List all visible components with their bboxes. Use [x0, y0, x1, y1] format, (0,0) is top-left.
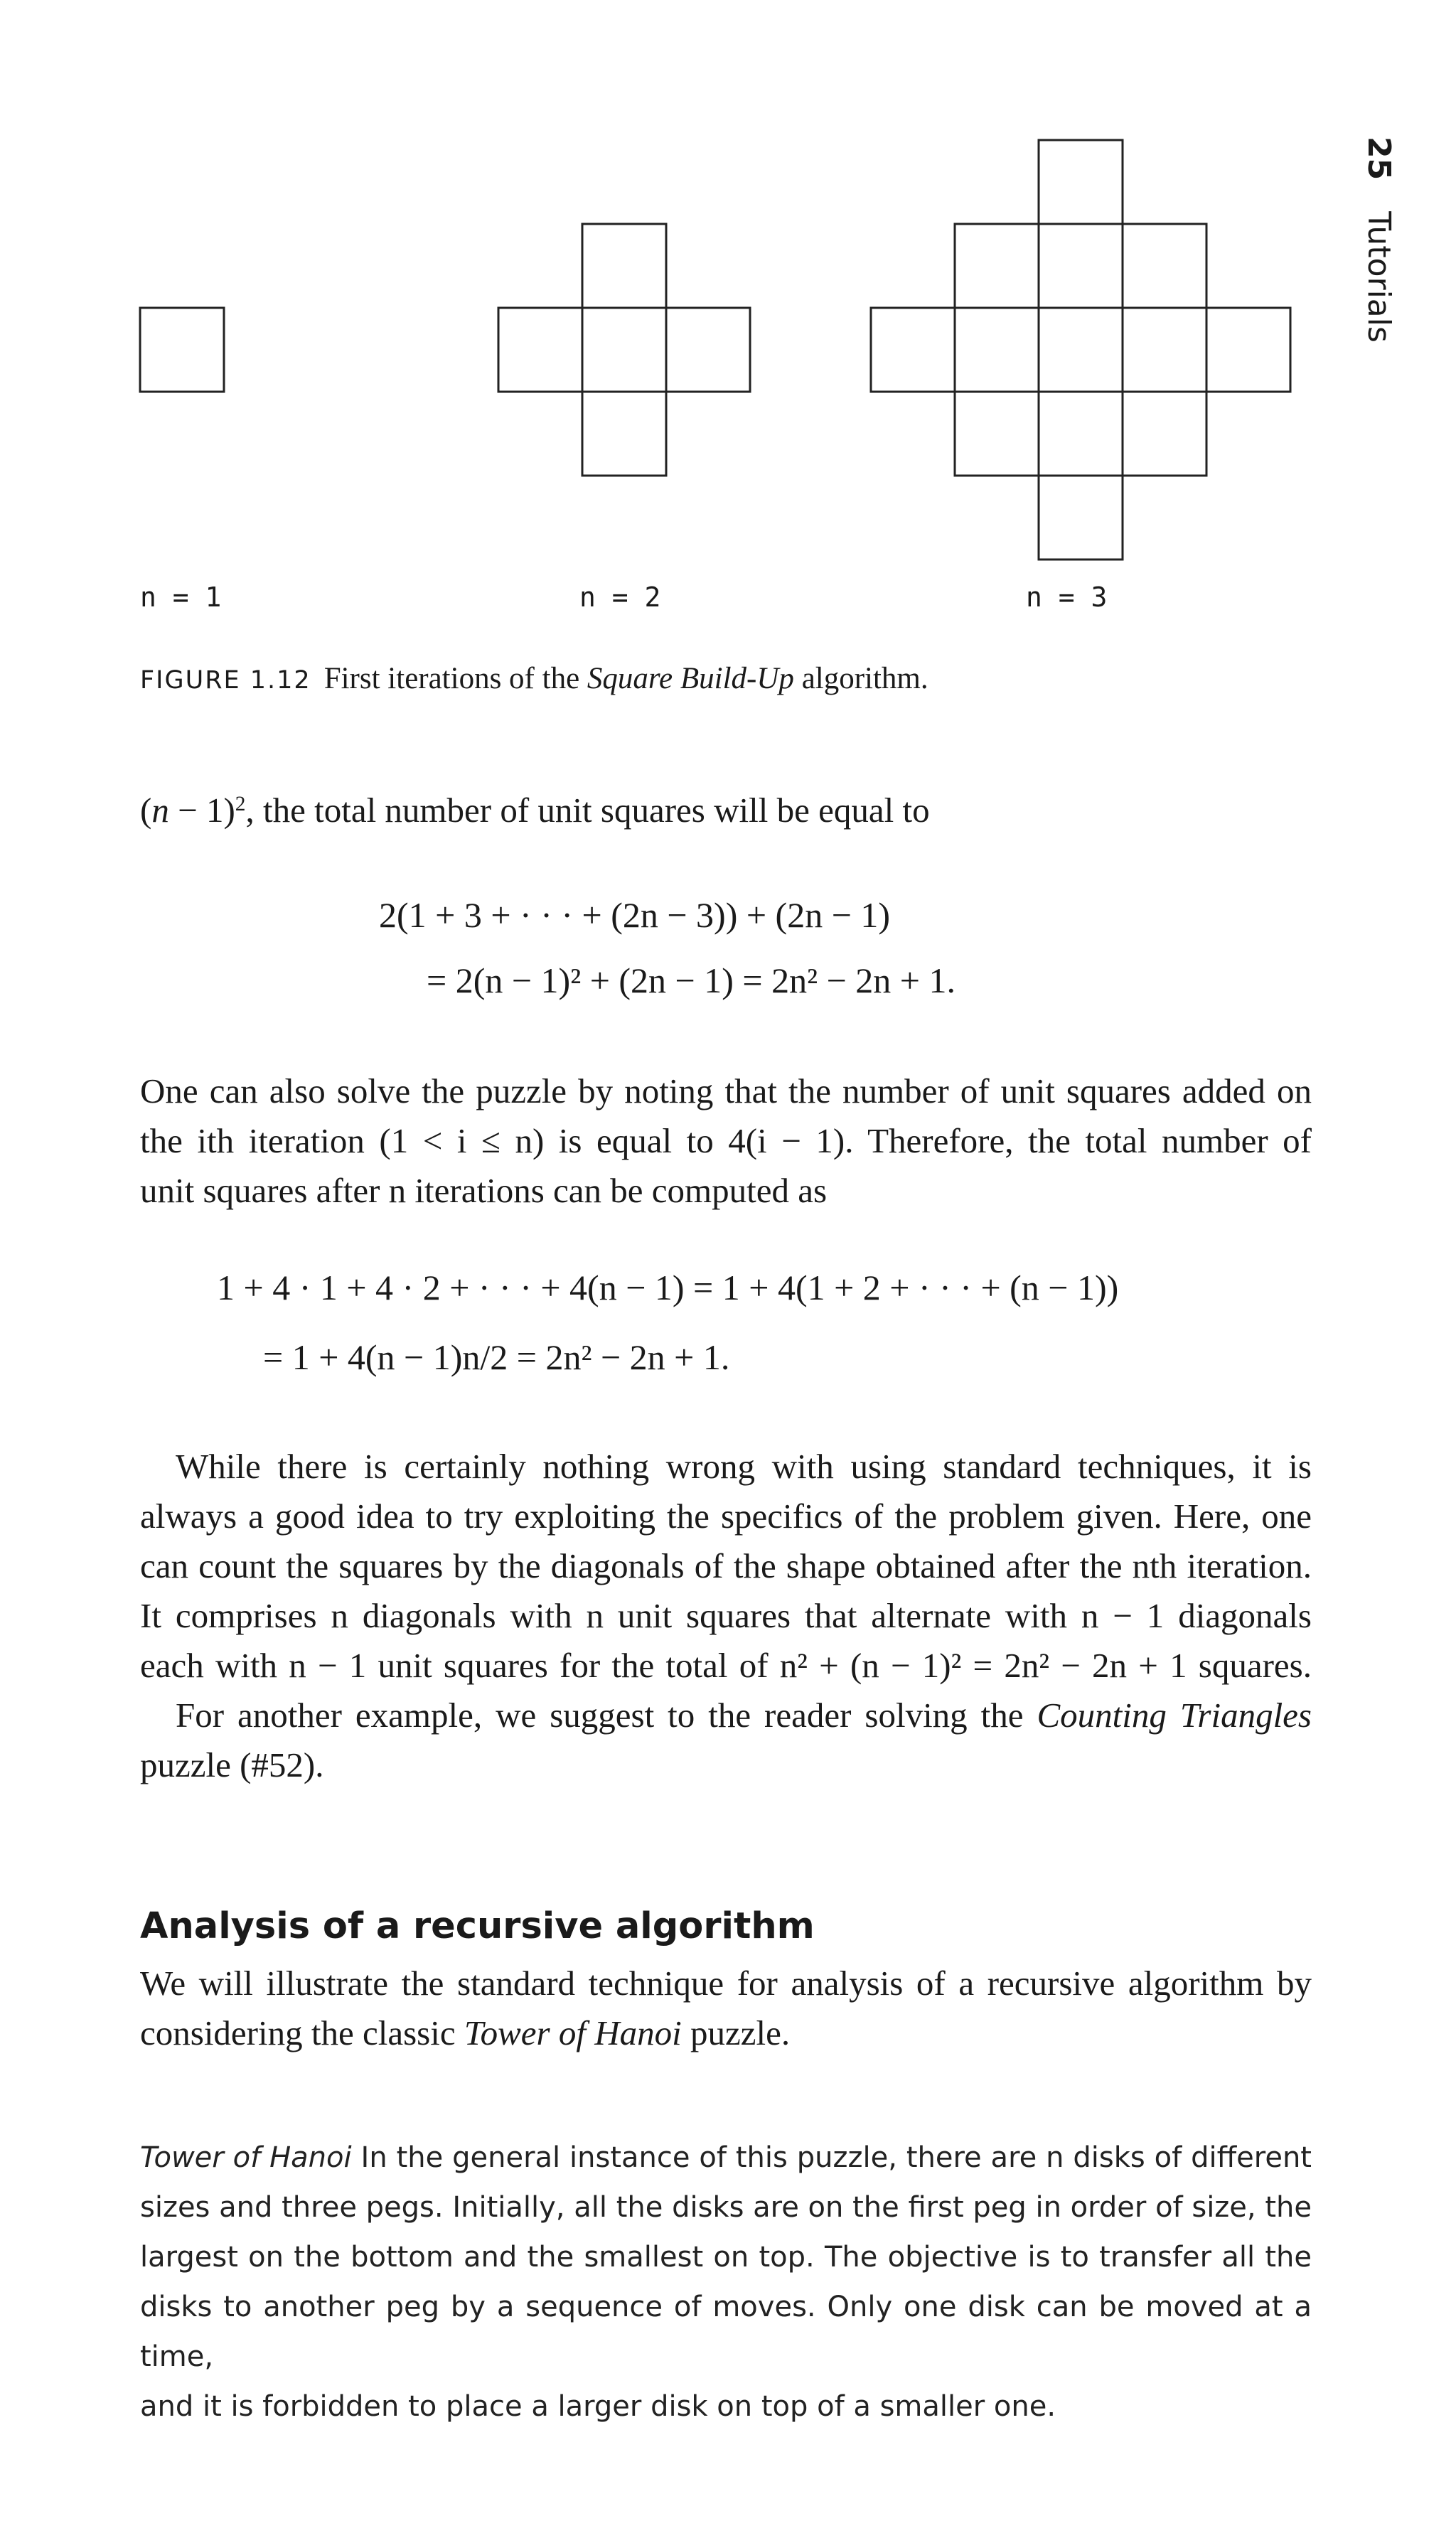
- unit-square: [955, 308, 1039, 392]
- caption-n3: n = 3: [1026, 582, 1108, 613]
- figure-label: FIGURE 1.12: [140, 666, 311, 695]
- unit-square: [582, 308, 666, 392]
- unit-square: [582, 392, 666, 476]
- unit-square: [498, 308, 582, 392]
- unit-square: [1123, 224, 1206, 308]
- paragraph-5: We will illustrate the standard technique for analysis of a recursive algorithm by considering the classic Tower of Hanoi puzzle.: [140, 1964, 1312, 2052]
- equation-1-line-1: 2(1 + 3 + · · · + (2n − 3)) + (2n − 1): [379, 895, 891, 935]
- running-section: Tutorials: [1361, 211, 1397, 343]
- puzzle-statement: Tower of Hanoi In the general instance of this puzzle, there are n disks of different sizes and three pegs. Initially, all the disks are on the first peg in order of size, the largest on the bottom and the smallest on top. The objective is to transfer all the disks to another peg by a sequence of moves. Only one disk can be moved at a time, and it is forbidden to place a larger disk on top of a smaller one.: [140, 2141, 1312, 2423]
- unit-square: [1123, 308, 1206, 392]
- paragraph-4: For another example, we suggest to the reader solving the Counting Triangles puzzle (#52).: [140, 1696, 1312, 1784]
- equation-2-line-2: = 1 + 4(n − 1)n/2 = 2n² − 2n + 1.: [263, 1337, 730, 1377]
- unit-square: [1039, 476, 1123, 560]
- unit-square: [955, 392, 1039, 476]
- unit-square: [1039, 224, 1123, 308]
- unit-square: [955, 224, 1039, 308]
- unit-square: [1039, 308, 1123, 392]
- unit-square: [140, 308, 224, 392]
- caption-n1: n = 1: [140, 582, 222, 613]
- page-number: 25: [1361, 136, 1397, 181]
- figure-caption: FIGURE 1.12 First iterations of the Square Build-Up algorithm.: [140, 662, 928, 695]
- unit-square: [1039, 140, 1123, 224]
- figure-square-build-up: [0, 0, 1456, 718]
- equation-1-line-2: = 2(n − 1)² + (2n − 1) = 2n² − 2n + 1.: [427, 960, 956, 1000]
- unit-square: [1123, 392, 1206, 476]
- paragraph-1: $(n - 1)^2$, the total number of unit squares will be equal to: [140, 791, 930, 830]
- paragraph-2: One can also solve the puzzle by noting that the number of unit squares added on the ith iteration (1 < i ≤ n) is equal to 4(i − 1). Therefore, the total number of unit squares after n iterations can be computed as: [140, 1071, 1312, 1210]
- unit-square: [871, 308, 955, 392]
- section-heading: Analysis of a recursive algorithm: [140, 1905, 815, 1947]
- unit-square: [582, 224, 666, 308]
- puzzle-title: Tower of Hanoi: [140, 2141, 352, 2174]
- unit-square: [1206, 308, 1290, 392]
- figure-diagram: [0, 0, 1456, 576]
- unit-square: [666, 308, 750, 392]
- paragraph-3: While there is certainly nothing wrong with using standard techniques, it is always a good idea to try exploiting the specifics of the problem given. Here, one can count the squares by the diagonals of the shape obtained after the nth iteration. It comprises n diagonals with n unit squares that alternate with n − 1 diagonals each with n − 1 unit squares for the total of n² + (n − 1)² = 2n² − 2n + 1 squares.: [140, 1447, 1312, 1685]
- caption-n2: n = 2: [579, 582, 661, 613]
- unit-square: [1039, 392, 1123, 476]
- equation-2-line-1: 1 + 4 · 1 + 4 · 2 + · · · + 4(n − 1) = 1 + 4(1 + 2 + · · · + (n − 1)): [217, 1268, 1119, 1307]
